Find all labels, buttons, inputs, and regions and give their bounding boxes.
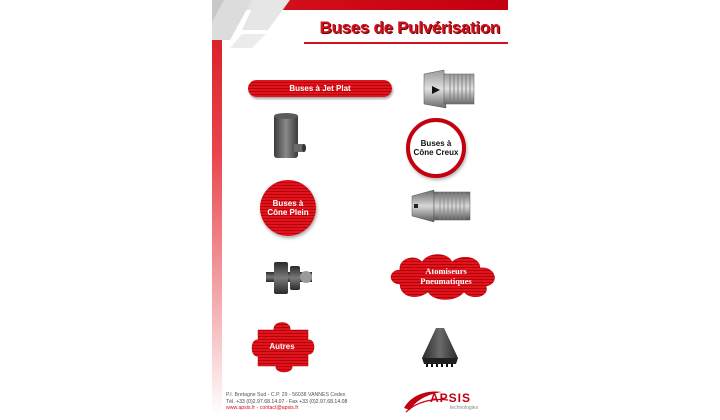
- autres-label: Autres: [269, 342, 295, 351]
- cone-plein-label-1: Buses à: [272, 198, 304, 208]
- atomiseurs-label-1: Atomiseurs: [425, 266, 467, 276]
- cone-creux-label-2: Cône Creux: [413, 148, 459, 157]
- corner-logo-icon: [212, 0, 304, 48]
- footer: [226, 392, 347, 412]
- jet-plat-button[interactable]: [248, 80, 392, 97]
- footer-phone: Tél. +33 (0)2.97.68.14.07 - Fax +33 (0)2.97.68.14.08: [226, 398, 348, 405]
- nozzle-threaded-icon[interactable]: [418, 68, 488, 112]
- catalog-page: [212, 0, 508, 420]
- nozzle-long-icon[interactable]: [410, 186, 476, 226]
- cone-plein-button[interactable]: [260, 180, 316, 236]
- atomiseurs-button[interactable]: [408, 266, 484, 286]
- brand-name: APSIS: [430, 391, 472, 405]
- atomiseurs-label-2: Pneumatiques: [420, 276, 472, 287]
- footer-address: P.I. Bretagne Sud - C.P. 29 - 56038 VANNES Cedex: [226, 392, 346, 398]
- side-band: [212, 10, 222, 415]
- nozzle-fan-icon[interactable]: [418, 324, 462, 368]
- page-title: Buses de Pulvérisation: [319, 18, 500, 37]
- cone-plein-label-2: Cône Plein: [267, 208, 309, 217]
- brand-tagline: technologies: [450, 405, 479, 411]
- cone-creux-label-1: Buses à: [420, 138, 452, 148]
- nozzle-bolt-icon[interactable]: [262, 256, 316, 300]
- footer-web[interactable]: www.apsis.fr - contact@apsis.fr: [226, 405, 299, 411]
- nozzle-hex-icon[interactable]: [268, 110, 308, 162]
- cone-creux-button[interactable]: [406, 118, 466, 178]
- jet-plat-label: Buses à Jet Plat: [289, 84, 351, 93]
- title-rule: [304, 42, 508, 44]
